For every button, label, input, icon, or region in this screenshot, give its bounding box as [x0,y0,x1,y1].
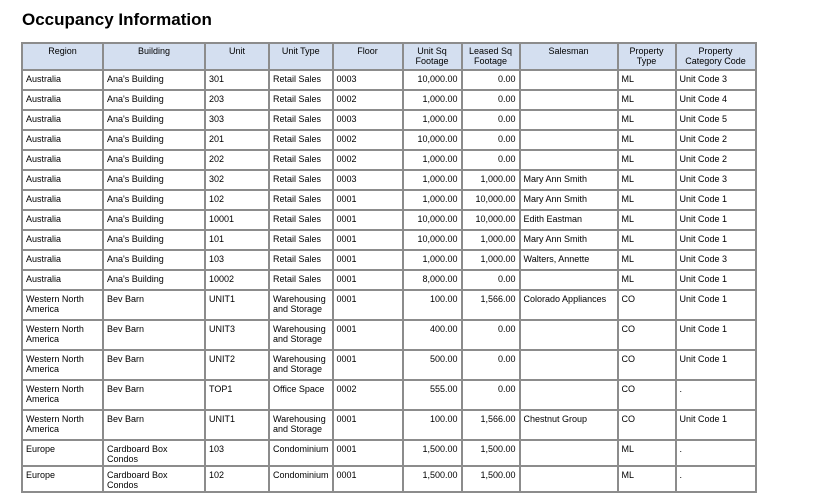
table-body [23,71,755,491]
column-header: Property Category Code [677,44,755,69]
table-cell: Retail Sales [270,211,332,229]
table-cell: Australia [23,111,102,129]
table-cell: 400.00 [404,321,461,349]
table-cell: 101 [206,231,268,249]
table-cell: 103 [206,441,268,465]
table-cell: Condominium [270,467,332,491]
table-cell: Retail Sales [270,191,332,209]
table-cell: Retail Sales [270,71,332,89]
column-header: Unit [206,44,268,69]
table-cell: 202 [206,151,268,169]
table-cell: 0.00 [463,321,519,349]
table-cell: Unit Code 3 [677,251,755,269]
column-header: Floor [334,44,402,69]
table-cell: 0003 [334,71,402,89]
table-cell: Retail Sales [270,271,332,289]
table-cell: Western North America [23,351,102,379]
table-cell: Cardboard Box Condos [104,441,204,465]
table-cell: Australia [23,151,102,169]
table-cell: Retail Sales [270,151,332,169]
table-cell: Bev Barn [104,381,204,409]
table-cell [521,111,617,129]
table-cell: Unit Code 2 [677,151,755,169]
table-cell [521,91,617,109]
table-cell: 10,000.00 [404,71,461,89]
table-cell: 10001 [206,211,268,229]
table-cell: CO [619,351,675,379]
table-cell: 8,000.00 [404,271,461,289]
table-cell: 1,500.00 [404,441,461,465]
table-cell: Ana's Building [104,231,204,249]
table-cell: ML [619,91,675,109]
table-cell [521,321,617,349]
table-cell: 100.00 [404,411,461,439]
table-cell: Western North America [23,291,102,319]
table-cell: Unit Code 5 [677,111,755,129]
table-cell: 0003 [334,111,402,129]
table-cell: Unit Code 3 [677,71,755,89]
table-cell: 102 [206,191,268,209]
table-cell: Europe [23,467,102,491]
table-row [23,231,755,249]
table-cell: 0002 [334,151,402,169]
table-cell [521,351,617,379]
column-header: Unit Type [270,44,332,69]
table-cell: . [677,441,755,465]
table-cell: Ana's Building [104,131,204,149]
table-cell: . [677,467,755,491]
table-cell: UNIT1 [206,411,268,439]
table-cell: Unit Code 1 [677,291,755,319]
table-cell: Walters, Annette [521,251,617,269]
table-cell: 0001 [334,441,402,465]
table-cell: CO [619,411,675,439]
table-cell: 303 [206,111,268,129]
occupancy-table [21,42,757,493]
table-cell: Australia [23,231,102,249]
table-cell: Ana's Building [104,191,204,209]
table-cell: ML [619,211,675,229]
table-cell: 1,500.00 [404,467,461,491]
table-cell: Warehousing and Storage [270,321,332,349]
table-cell: TOP1 [206,381,268,409]
page-title: Occupancy Information [22,10,212,29]
table-cell: Ana's Building [104,71,204,89]
table-row [23,91,755,109]
table-cell: Australia [23,271,102,289]
table-cell: Bev Barn [104,351,204,379]
table-cell: ML [619,271,675,289]
table-cell: 1,566.00 [463,291,519,319]
table-cell: 0.00 [463,111,519,129]
table-cell: Retail Sales [270,111,332,129]
table-cell: 1,000.00 [404,91,461,109]
table-cell: Mary Ann Smith [521,231,617,249]
table-cell: Australia [23,71,102,89]
table-cell: 103 [206,251,268,269]
table-cell: Ana's Building [104,91,204,109]
table-cell [521,467,617,491]
table-cell: Condominium [270,441,332,465]
table-cell: 0.00 [463,381,519,409]
table-cell: 1,000.00 [463,231,519,249]
table-row [23,111,755,129]
table-cell: 0001 [334,251,402,269]
table-cell: Ana's Building [104,171,204,189]
table-row [23,381,755,409]
table-row [23,291,755,319]
table-cell: Unit Code 1 [677,271,755,289]
table-cell: 10,000.00 [404,231,461,249]
table-cell: 1,500.00 [463,467,519,491]
table-cell: 10,000.00 [463,211,519,229]
table-cell: Australia [23,171,102,189]
table-cell: 102 [206,467,268,491]
table-cell: ML [619,151,675,169]
table-cell: 10,000.00 [404,211,461,229]
table-cell: 0.00 [463,351,519,379]
table-cell: 0.00 [463,71,519,89]
table-cell: 0.00 [463,271,519,289]
column-header: Unit Sq Footage [404,44,461,69]
table-cell: 1,000.00 [404,171,461,189]
table-cell: 0001 [334,231,402,249]
table-cell: Warehousing and Storage [270,351,332,379]
table-cell: Ana's Building [104,211,204,229]
table-row [23,467,755,491]
table-cell: 0002 [334,381,402,409]
table-cell: Australia [23,131,102,149]
table-cell: Ana's Building [104,111,204,129]
table-cell: 301 [206,71,268,89]
table-cell: ML [619,231,675,249]
table-cell: Warehousing and Storage [270,291,332,319]
table-cell: Unit Code 2 [677,131,755,149]
table-row [23,271,755,289]
table-cell: Australia [23,251,102,269]
table-cell: 1,500.00 [463,441,519,465]
table-cell: 1,000.00 [404,191,461,209]
table-cell: Retail Sales [270,231,332,249]
table-cell: 1,000.00 [404,251,461,269]
table-cell: Ana's Building [104,251,204,269]
table-cell: Bev Barn [104,321,204,349]
table-cell: ML [619,71,675,89]
column-header: Building [104,44,204,69]
column-header: Property Type [619,44,675,69]
table-cell: Retail Sales [270,131,332,149]
table-cell: Unit Code 4 [677,91,755,109]
column-header: Region [23,44,102,69]
table-cell: ML [619,441,675,465]
table-cell: 203 [206,91,268,109]
table-cell: CO [619,291,675,319]
table-cell: Australia [23,91,102,109]
table-cell: ML [619,131,675,149]
table-cell: 500.00 [404,351,461,379]
table-cell: Western North America [23,381,102,409]
table-cell: 0001 [334,351,402,379]
table-cell: Office Space [270,381,332,409]
table-cell: Unit Code 1 [677,321,755,349]
table-cell: 0003 [334,171,402,189]
table-cell: UNIT1 [206,291,268,319]
table-cell: Unit Code 1 [677,191,755,209]
table-cell: 0001 [334,211,402,229]
table-cell: 10002 [206,271,268,289]
table-row [23,321,755,349]
table-row [23,441,755,465]
table-cell: 201 [206,131,268,149]
table-cell: Australia [23,211,102,229]
table-cell: 302 [206,171,268,189]
table-cell: Unit Code 1 [677,211,755,229]
table-cell: 1,000.00 [404,151,461,169]
table-cell: Bev Barn [104,411,204,439]
table-row [23,151,755,169]
table-cell: 0001 [334,467,402,491]
table-cell: 0001 [334,191,402,209]
table-cell: 1,000.00 [463,171,519,189]
table-cell: . [677,381,755,409]
table-cell: Retail Sales [270,91,332,109]
table-cell: Western North America [23,321,102,349]
table-row [23,351,755,379]
table-row [23,131,755,149]
table-cell: ML [619,191,675,209]
table-cell: 0.00 [463,91,519,109]
table-cell [521,441,617,465]
table-cell: ML [619,251,675,269]
table-cell: Unit Code 1 [677,411,755,439]
table-row [23,171,755,189]
table-cell: 0001 [334,321,402,349]
header-row [23,44,755,69]
table-cell: Australia [23,191,102,209]
column-header: Salesman [521,44,617,69]
table-cell: Chestnut Group [521,411,617,439]
table-cell: Edith Eastman [521,211,617,229]
table-cell: Ana's Building [104,271,204,289]
table-cell [521,151,617,169]
table-cell: 0002 [334,131,402,149]
table-cell: ML [619,171,675,189]
table-row [23,251,755,269]
table-cell: ML [619,111,675,129]
table-cell: Western North America [23,411,102,439]
table-cell: 0.00 [463,151,519,169]
table-row [23,191,755,209]
table-cell: UNIT3 [206,321,268,349]
table-cell: 0.00 [463,131,519,149]
table-cell [521,71,617,89]
column-header: Leased Sq Footage [463,44,519,69]
table-cell: Mary Ann Smith [521,191,617,209]
table-cell: Unit Code 3 [677,171,755,189]
table-cell: Europe [23,441,102,465]
table-cell [521,271,617,289]
table-cell: 0001 [334,291,402,319]
table-cell: Cardboard Box Condos [104,467,204,491]
table-cell: Retail Sales [270,251,332,269]
table-cell: Mary Ann Smith [521,171,617,189]
table-cell [521,131,617,149]
table-cell: ML [619,467,675,491]
table-cell: 0002 [334,91,402,109]
table-cell: 100.00 [404,291,461,319]
table-cell [521,381,617,409]
table-cell: 1,000.00 [404,111,461,129]
table-cell: Unit Code 1 [677,351,755,379]
table-cell: 0001 [334,271,402,289]
table-cell: Retail Sales [270,171,332,189]
table-cell: 0001 [334,411,402,439]
table-cell: 555.00 [404,381,461,409]
table-cell: UNIT2 [206,351,268,379]
table-cell: Bev Barn [104,291,204,319]
table-row [23,411,755,439]
table-cell: Unit Code 1 [677,231,755,249]
table-cell: CO [619,381,675,409]
table-cell: Colorado Appliances [521,291,617,319]
table-cell: 10,000.00 [404,131,461,149]
table-cell: 1,566.00 [463,411,519,439]
table-cell: Ana's Building [104,151,204,169]
table-cell: CO [619,321,675,349]
table-cell: Warehousing and Storage [270,411,332,439]
table-row [23,211,755,229]
table-cell: 1,000.00 [463,251,519,269]
table-cell: 10,000.00 [463,191,519,209]
table-row [23,71,755,89]
